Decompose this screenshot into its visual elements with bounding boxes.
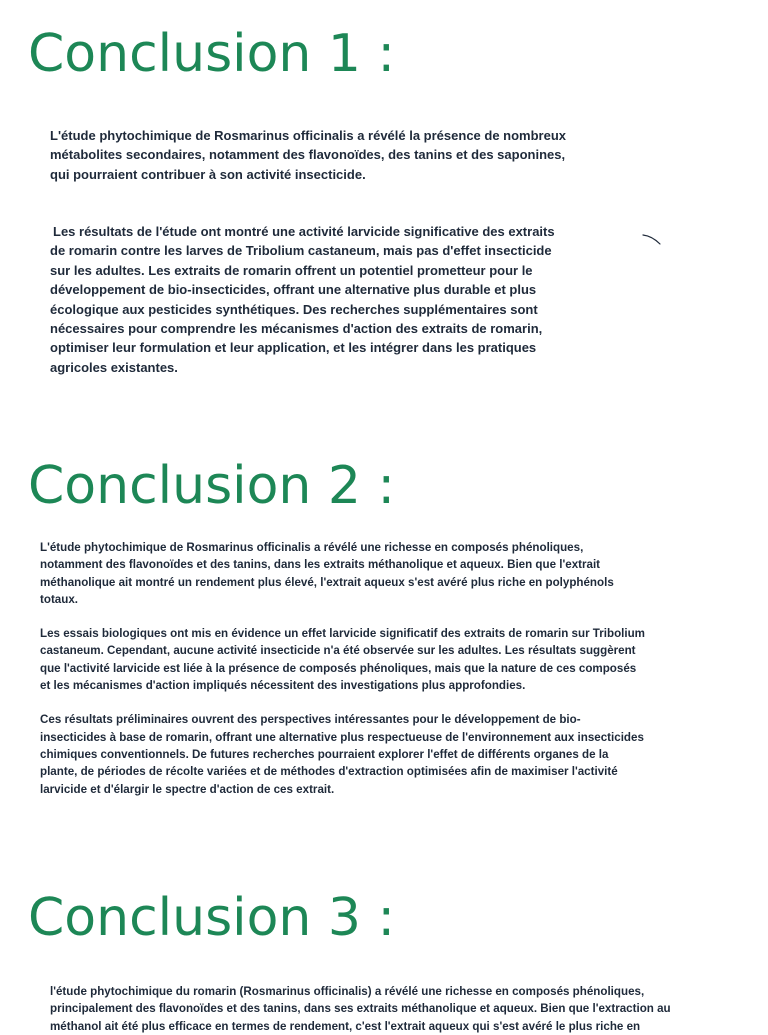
conclusion-1-paragraph-1 [50,126,580,184]
conclusion-3-heading: Conclusion 3 : [28,888,396,948]
conclusion-3-paragraph-1: l'étude phytochimique du romarin (Rosmarinus officinalis) a révélé une richesse en composés phénoliques, principalement des flavonoïdes et des tanins, dans ses extraits méthanolique et aqueux. Bien que l'extraction au méthanol ait été plus efficace en termes de rendement, c'est l'extrait aqueux qui s'est avéré le plus riche en [50,985,671,1033]
paragraph-text: L'étude phytochimique de Rosmarinus officinalis a révélé la présence de nombreux métabolites secondaires, notamment des flavonoïdes, des tanins et des saponines, qui pourraient contribuer à son activité insecticide. [50,128,567,182]
conclusion-2-heading: Conclusion 2 : [28,456,396,516]
conclusion-1-heading: Conclusion 1 : [28,24,396,84]
conclusion-2-paragraph-3: Ces résultats préliminaires ouvrent des perspectives intéressantes pour le développement de bio-insecticides à base de romarin, offrant une alternative plus respectueuse de l'environnement aux insecticides chimiques conventionnels. De futures recherches pourraient explorer l'effet de différents organes de la plante, de périodes de récolte variées et de méthodes d'extraction optimisées afin de maximiser l'activité larvicide et d'élargir le spectre d'action de ces extrait. [40,713,644,796]
conclusion-1-paragraph-2 [50,222,560,377]
conclusion-2-paragraph-1: L'étude phytochimique de Rosmarinus officinalis a révélé une richesse en composés phénoliques, notamment des flavonoïdes et des tanins, dans les extraits méthanolique et aqueux. Bien que l'extrait méthanolique ait montré un rendement plus élevé, l'extrait aqueux s'est avéré plus riche en polyphénols totaux. [40,541,614,606]
conclusion-2-text [40,539,646,798]
conclusion-2-paragraph-2: Les essais biologiques ont mis en évidence un effet larvicide significatif des extraits de romarin sur Tribolium castaneum. Cependant, aucune activité insecticide n'a été observée sur les adultes. Les résultats suggèrent que l'activité larvicide est liée à la présence de composés phénoliques, mais que la nature de ces composés et les mécanismes d'action impliqués nécessitent des investigations plus approfondies. [40,627,645,693]
paragraph-text: Les résultats de l'étude ont montré une activité larvicide significative des extraits de romarin contre les larves de Tribolium castaneum, mais pas d'effet insecticide sur les adultes. Les extraits de romarin offrent un potentiel prometteur pour le développement de bio-insecticides, offrant une alternative plus durable et plus écologique aux pesticides synthétiques. Des recherches supplémentaires sont nécessaires pour comprendre les mécanismes d'action des extraits de romarin, optimiser leur formulation et leur application, et les intégrer dans les pratiques agricoles existantes. [50,224,555,375]
conclusion-3-text [50,983,720,1033]
stray-pen-mark [641,232,663,246]
